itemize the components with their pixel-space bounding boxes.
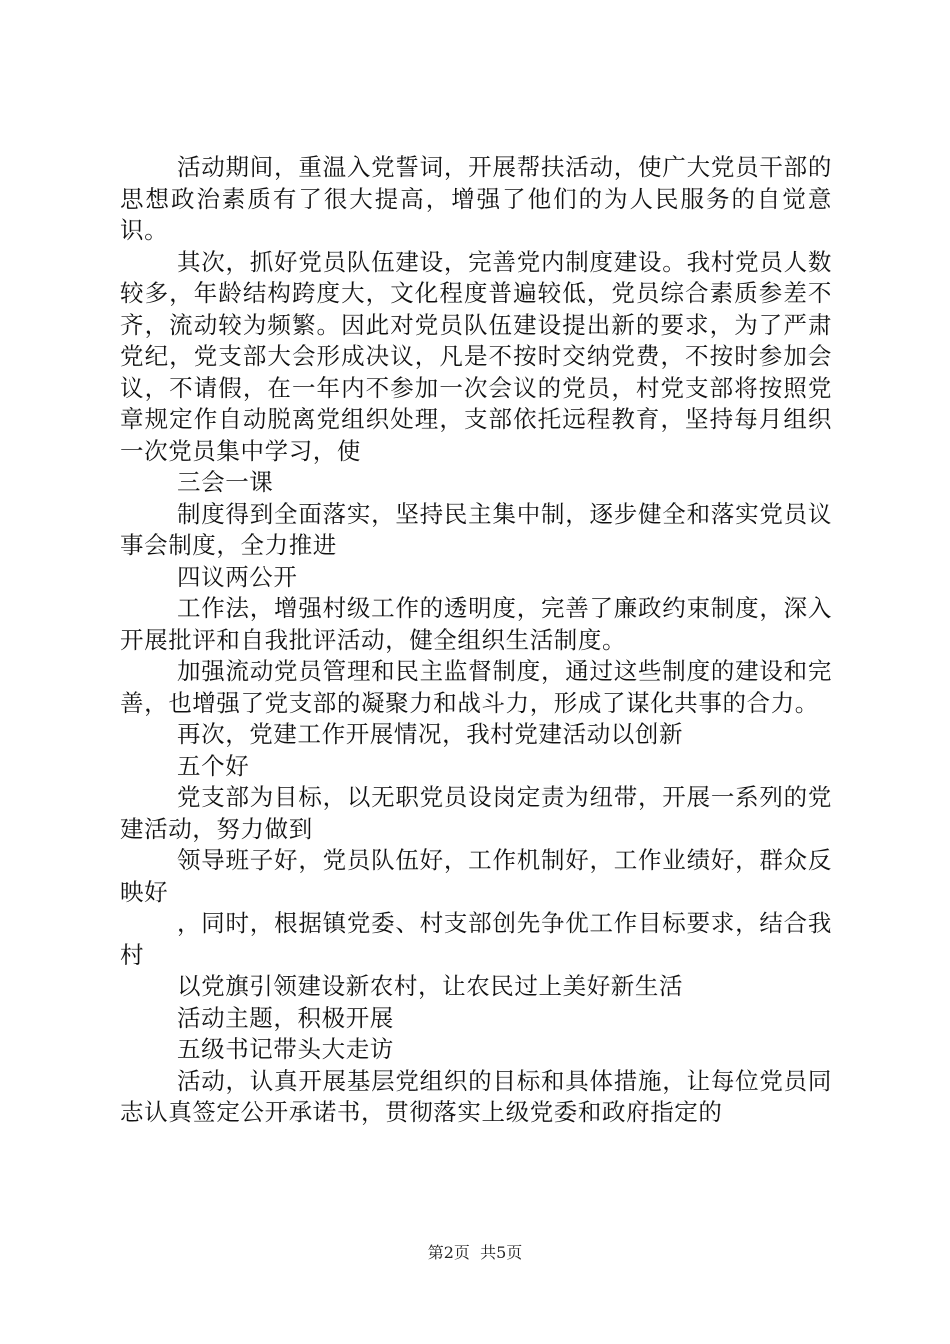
paragraph: 加强流动党员管理和民主监督制度，通过这些制度的建设和完善，也增强了党支部的凝聚力和战斗力，形成了谋化共事的合力。 [120, 657, 832, 717]
paragraph: ，同时，根据镇党委、村支部创先争优工作目标要求，结合我村 [120, 909, 832, 969]
paragraph: 以党旗引领建设新农村，让农民过上美好新生活 [177, 972, 684, 1000]
paragraph: 制度得到全面落实，坚持民主集中制，逐步健全和落实党员议事会制度，全力推进 [120, 499, 832, 559]
footer-spacer [470, 1243, 480, 1262]
paragraph: 工作法，增强村级工作的透明度，完善了廉政约束制度，深入开展批评和自我批评活动，健全组织生活制度。 [120, 594, 832, 654]
document-body [120, 152, 832, 1129]
paragraph: 其次，抓好党员队伍建设，完善党内制度建设。我村党员人数较多，年龄结构跨度大，文化程度普遍较低，党员综合素质参差不齐，流动较为频繁。因此对党员队伍建设提出新的要求，为了严肃党纪，党支部大会形成决议，凡是不按时交纳党费，不按时参加会议，不请假，在一年内不参加一次会议的党员，村党支部将按照党章规定作自动脱离党组织处理，支部依托远程教育，坚持每月组织一次党员集中学习，使 [120, 247, 832, 465]
paragraph: 党支部为目标，以无职党员设岗定责为纽带，开展一系列的党建活动，努力做到 [120, 783, 832, 843]
paragraph: 领导班子好，党员队伍好，工作机制好，工作业绩好，群众反映好 [120, 846, 832, 906]
paragraph: 再次，党建工作开展情况，我村党建活动以创新 [177, 720, 684, 748]
paragraph: 三会一课 [177, 468, 274, 496]
paragraph: 五个好 [177, 751, 250, 780]
paragraph: 活动期间，重温入党誓词，开展帮扶活动，使广大党员干部的思想政治素质有了很大提高，增强了他们的为人民服务的自觉意识。 [120, 153, 832, 244]
page-footer [0, 1243, 950, 1263]
total-pages: 共5页 [480, 1243, 523, 1262]
page-number: 第2页 [427, 1243, 470, 1262]
paragraph: 五级书记带头大走访 [177, 1035, 394, 1063]
paragraph: 四议两公开 [177, 562, 298, 591]
paragraph: 活动，认真开展基层党组织的目标和具体措施，让每位党员同志认真签定公开承诺书，贯彻落实上级党委和政府指定的 [120, 1066, 832, 1126]
paragraph: 活动主题，积极开展 [177, 1003, 394, 1032]
